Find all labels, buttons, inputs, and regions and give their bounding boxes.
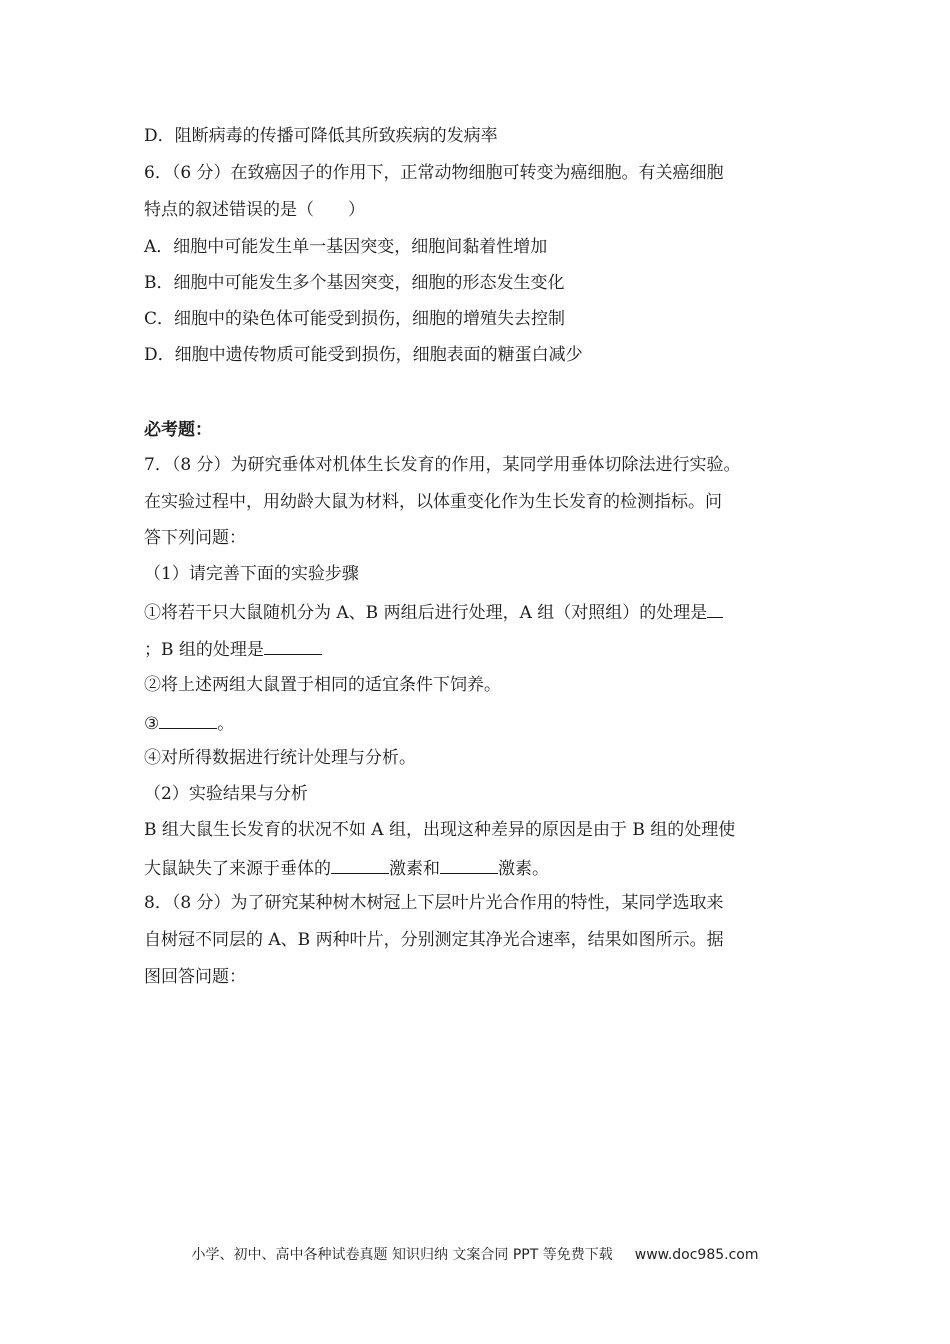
- question-7-stem-line-3: 答下列问题：: [144, 528, 246, 548]
- question-6-stem-line-1: 6．（6 分）在致癌因子的作用下，正常动物细胞可转变为癌细胞。有关癌细胞: [144, 163, 724, 183]
- step-3-prefix: ③: [144, 714, 160, 734]
- question-7-analysis-line-1: B 组大鼠生长发育的状况不如 A 组，出现这种差异的原因是由于 B 组的处理使: [144, 820, 736, 840]
- question-6-option-a: A．细胞中可能发生单一基因突变，细胞间黏着性增加: [144, 237, 548, 257]
- answer-blank: [440, 855, 498, 874]
- page-footer: [0, 1244, 950, 1264]
- question-7-part-1-title: （1）请完善下面的实验步骤: [144, 564, 359, 584]
- analysis-text-b: 激素和: [389, 859, 440, 879]
- answer-blank: [264, 636, 322, 655]
- footer-url[interactable]: www.doc985.com: [634, 1247, 759, 1263]
- analysis-text-a: 大鼠缺失了来源于垂体的: [144, 859, 331, 879]
- question-7-stem-line-1: 7．（8 分）为研究垂体对机体生长发育的作用，某同学用垂体切除法进行实验。: [144, 455, 741, 475]
- question-7-analysis-line-2: [144, 855, 549, 881]
- question-5-option-d: D．阻断病毒的传播可降低其所致疾病的发病率: [144, 126, 498, 146]
- question-8-stem-line-2: 自树冠不同层的 A、B 两种叶片，分别测定其净光合速率，结果如图所示。据: [144, 930, 724, 950]
- question-8-stem-line-1: 8．（8 分）为了研究某种树木树冠上下层叶片光合作用的特性，某同学选取来: [144, 893, 724, 913]
- question-7-part-2-title: （2）实验结果与分析: [144, 784, 308, 804]
- question-6-option-c: C．细胞中的染色体可能受到损伤，细胞的增殖失去控制: [144, 309, 566, 329]
- section-title: 必考题：: [144, 420, 212, 440]
- footer-text: 小学、初中、高中各种试卷真题 知识归纳 文案合同 PPT 等免费下载: [191, 1247, 613, 1263]
- answer-blank: [707, 599, 723, 618]
- question-7-step-3: [144, 710, 234, 736]
- question-7-step-1: [144, 599, 723, 625]
- step-3-suffix: 。: [217, 714, 235, 734]
- question-7-step-2: ②将上述两组大鼠置于相同的适宜条件下饲养。: [144, 675, 501, 695]
- question-7-stem-line-2: 在实验过程中，用幼龄大鼠为材料，以体重变化作为生长发育的检测指标。问: [144, 492, 722, 512]
- answer-blank: [159, 710, 217, 729]
- question-8-stem-line-3: 图回答问题：: [144, 967, 246, 987]
- question-7-step-1-continued: [144, 636, 322, 662]
- question-6-stem-line-2: 特点的叙述错误的是（ ）: [144, 200, 365, 220]
- step-1-continued-text: ；B 组的处理是: [144, 640, 264, 660]
- analysis-text-c: 激素。: [498, 859, 549, 879]
- answer-blank: [331, 855, 389, 874]
- step-1-text: ①将若干只大鼠随机分为 A、B 两组后进行处理，A 组（对照组）的处理是: [144, 603, 708, 623]
- question-6-option-d: D．细胞中遗传物质可能受到损伤，细胞表面的糖蛋白减少: [144, 345, 583, 365]
- question-6-option-b: B．细胞中可能发生多个基因突变，细胞的形态发生变化: [144, 273, 565, 293]
- question-7-step-4: ④对所得数据进行统计处理与分析。: [144, 748, 416, 768]
